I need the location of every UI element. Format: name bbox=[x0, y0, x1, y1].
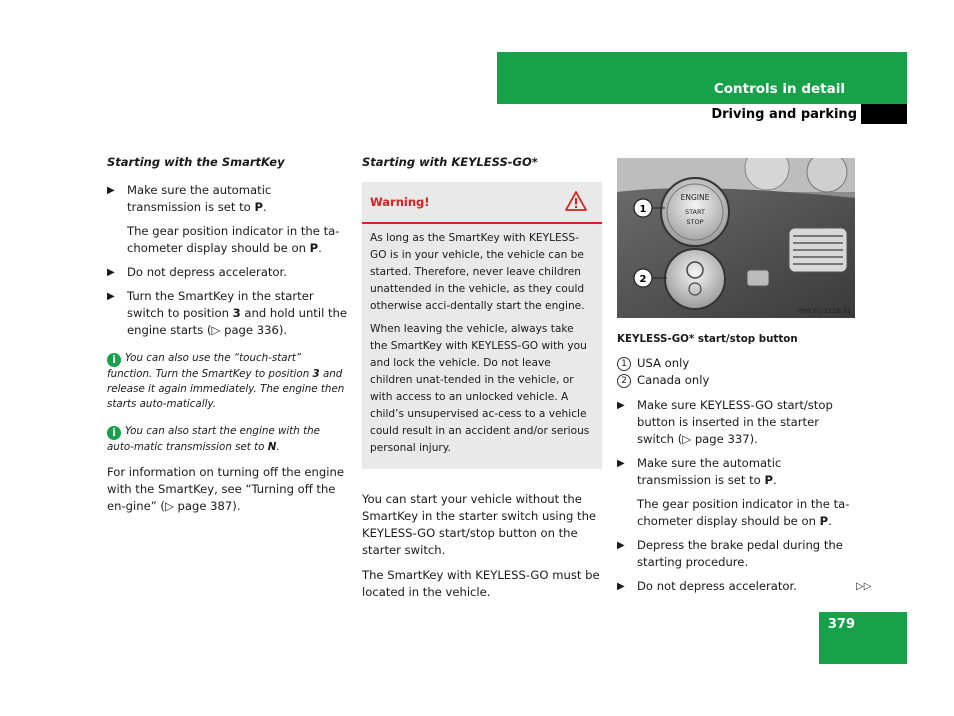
button-label-engine: ENGINE bbox=[680, 193, 710, 202]
info-note-neutral: i You can also start the engine with the auto-matic transmission set to N. bbox=[107, 425, 320, 453]
legend-item-usa: 1 USA only bbox=[617, 355, 857, 372]
subsection-marker bbox=[861, 104, 907, 124]
step-transmission-p: ▶ Make sure the automatic transmission is set to P. bbox=[617, 456, 782, 487]
continued-icon: ▷▷ bbox=[856, 581, 872, 592]
start-stop-button-photo bbox=[617, 158, 855, 318]
heading-smartkey: Starting with the SmartKey bbox=[107, 155, 285, 169]
photo-code: P80.61-2218-31 bbox=[798, 307, 851, 315]
heading-keyless-go: Starting with KEYLESS-GO* bbox=[362, 155, 538, 169]
legend-number: 1 bbox=[617, 357, 631, 371]
legend-number: 2 bbox=[617, 374, 631, 388]
info-icon: i bbox=[107, 353, 121, 367]
warning-header bbox=[362, 182, 602, 224]
info-note-touch-start: i You can also use the “touch-start” function. Turn the SmartKey to position 3 and release it again immediately. The engine then starts auto-matically. bbox=[107, 352, 345, 410]
step-accelerator: ▶ Do not depress accelerator. bbox=[107, 265, 287, 279]
bullet-arrow-icon: ▶ bbox=[107, 185, 115, 196]
step-note-gear: The gear position indicator in the ta-chometer display should be on P. bbox=[127, 224, 340, 255]
legend-list bbox=[617, 355, 857, 389]
header-bar bbox=[497, 52, 907, 104]
bullet-arrow-icon: ▶ bbox=[107, 267, 115, 278]
step-no-accelerator: ▶ Do not depress accelerator. ▷▷ bbox=[617, 579, 872, 593]
bullet-arrow-icon: ▶ bbox=[617, 581, 625, 592]
bullet-arrow-icon: ▶ bbox=[617, 458, 625, 469]
column-smartkey bbox=[107, 154, 347, 523]
bullet-arrow-icon: ▶ bbox=[617, 400, 625, 411]
button-label-start: START bbox=[684, 208, 706, 216]
photo-caption: KEYLESS-GO* start/stop button bbox=[617, 333, 798, 345]
button-label-stop: STOP bbox=[686, 218, 704, 226]
para-turn-off: For information on turning off the engine with the SmartKey, see “Turning off the en-gine” (▷ page 387). bbox=[107, 465, 344, 513]
warning-box bbox=[362, 182, 602, 469]
warning-text-2: When leaving the vehicle, always take the SmartKey with KEYLESS-GO with you and lock the vehicle. Do not leave children unat-tended in the vehicle, or with access to an unlocked vehicle. A child’s unsupervised ac-cess to a vehicle could result in an accident and/or serious personal injury. bbox=[370, 323, 590, 454]
column-procedure bbox=[617, 154, 872, 602]
bullet-arrow-icon: ▶ bbox=[617, 540, 625, 551]
warning-text-1: As long as the SmartKey with KEYLESS-GO is in your vehicle, the vehicle can be started. Therefore, never leave children unattended in the vehicle, as they could otherwise acci-dentally start the engine. bbox=[370, 232, 585, 312]
step-note-gear-2: The gear position indicator in the ta-chometer display should be on P. bbox=[637, 497, 850, 528]
bullet-arrow-icon: ▶ bbox=[107, 291, 115, 302]
warning-title: Warning! bbox=[370, 195, 430, 209]
step-brake-pedal: ▶ Depress the brake pedal during the starting procedure. bbox=[617, 538, 843, 569]
step-turn-key: ▶ Turn the SmartKey in the starter switch to position 3 and hold until the engine starts (▷ page 336). bbox=[107, 289, 348, 337]
info-icon: i bbox=[107, 426, 121, 440]
step-button-inserted: ▶ Make sure KEYLESS-GO start/stop button is inserted in the starter switch (▷ page 337). bbox=[617, 398, 833, 446]
page-number: 379 bbox=[827, 617, 855, 632]
legend-item-canada: 2 Canada only bbox=[617, 372, 857, 389]
column-keyless-go bbox=[362, 154, 602, 609]
section-title: Controls in detail bbox=[713, 81, 845, 97]
callout-2: 2 bbox=[639, 274, 647, 285]
subsection-title: Driving and parking bbox=[711, 107, 857, 122]
callout-1: 1 bbox=[639, 204, 647, 215]
para-keyless-start: You can start your vehicle without the SmartKey in the starter switch using the KEYLESS-GO start/stop button on the starter switch. bbox=[362, 492, 597, 557]
step-transmission: ▶ Make sure the automatic transmission is set to P. bbox=[107, 183, 272, 214]
page-number-box bbox=[819, 612, 907, 664]
warning-body bbox=[362, 224, 602, 469]
para-keyless-location: The SmartKey with KEYLESS-GO must be located in the vehicle. bbox=[362, 568, 600, 599]
warning-triangle-icon bbox=[564, 190, 588, 212]
